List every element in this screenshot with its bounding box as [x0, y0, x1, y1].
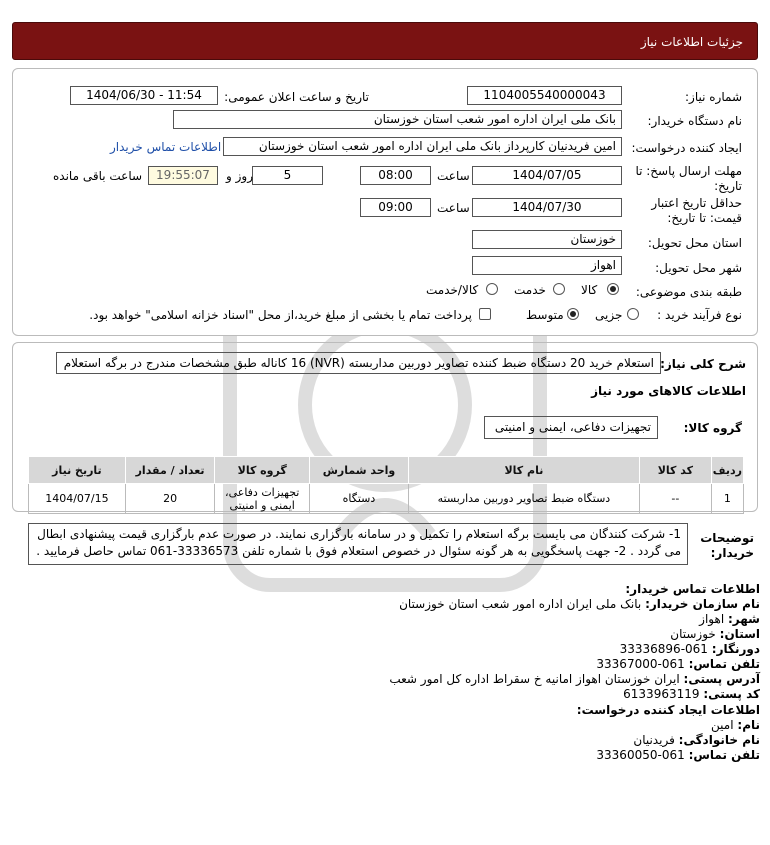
category-goods-label: کالا — [581, 283, 598, 297]
province-field: خوزستان — [472, 230, 622, 249]
creator-label: ایجاد کننده درخواست: — [631, 141, 742, 155]
buyer-org-field: بانک ملی ایران اداره امور شعب استان خوزستان — [173, 110, 622, 129]
purchase-minor-radio[interactable] — [627, 308, 639, 320]
validity-time-field: 09:00 — [360, 198, 431, 217]
buyer-contact-phone: تلفن تماس: 061-33367000 — [596, 657, 760, 671]
province-label: استان محل تحویل: — [647, 236, 742, 250]
category-goods-service-radio[interactable] — [486, 283, 498, 295]
cell-group: تجهیزات دفاعی، ایمنی و امنیتی — [215, 484, 310, 514]
buyer-contact-link[interactable]: اطلاعات تماس خریدار — [110, 140, 222, 154]
goods-group-label: گروه کالا: — [683, 421, 742, 435]
col-date: تاریخ نیاز — [29, 457, 126, 484]
goods-section-title: اطلاعات کالاهای مورد نیاز — [591, 384, 746, 398]
buyer-contact-title: اطلاعات تماس خریدار: — [625, 582, 760, 596]
deadline-time-field: 08:00 — [360, 166, 431, 185]
purchase-medium-radio[interactable] — [567, 308, 579, 320]
purchase-minor-label: جزیی — [595, 308, 623, 322]
city-field: اهواز — [472, 256, 622, 275]
remaining-time-field: 19:55:07 — [148, 166, 218, 185]
col-unit: واحد شمارش — [310, 457, 409, 484]
creator-contact-phone: تلفن تماس: 061-33360050 — [596, 748, 760, 762]
buyer-contact-postal: کد پستی: 6133963119 — [623, 687, 760, 701]
buyer-contact-province: استان: خوزستان — [670, 627, 760, 641]
days-label: روز و — [226, 169, 253, 183]
deadline-label: مهلت ارسال پاسخ: تا — [635, 164, 742, 178]
table-row — [29, 484, 744, 514]
goods-group-field: تجهیزات دفاعی، ایمنی و امنیتی — [484, 416, 658, 439]
cell-qty: 20 — [125, 484, 215, 514]
deadline-time-label: ساعت — [437, 169, 470, 183]
description-label: شرح کلی نیاز: — [660, 357, 746, 371]
col-qty: تعداد / مقدار — [125, 457, 215, 484]
deadline-date-field: 1404/07/05 — [472, 166, 622, 185]
buyer-org-label: نام دستگاه خریدار: — [647, 114, 742, 128]
buyer-contact-city: شهر: اهواز — [699, 612, 760, 626]
col-group: گروه کالا — [215, 457, 310, 484]
creator-contact-name: نام: امین — [711, 718, 760, 732]
notes-label-2: خریدار: — [710, 546, 754, 560]
page-header — [12, 22, 758, 60]
purchase-type-label: نوع فرآیند خرید : — [657, 308, 742, 322]
buyer-contact-org: نام سازمان خریدار: بانک ملی ایران اداره امور شعب استان خوزستان — [399, 597, 760, 611]
announce-date-field: 1404/06/30 - 11:54 — [70, 86, 218, 105]
cell-unit: دستگاه — [310, 484, 409, 514]
col-code: کد کالا — [639, 457, 711, 484]
cell-name: دستگاه ضبط تصاویر دوربین مداربسته — [408, 484, 639, 514]
announce-date-label: تاریخ و ساعت اعلان عمومی: — [224, 90, 369, 104]
creator-contact-title: اطلاعات ایجاد کننده درخواست: — [576, 703, 760, 717]
description-field: استعلام خرید 20 دستگاه ضبط کننده تصاویر دوربین مداربسته (NVR) 16 کاناله طبق مشخصات مندرج در برگه استعلام — [56, 352, 661, 374]
cell-code: -- — [639, 484, 711, 514]
remaining-time-label: ساعت باقی مانده — [53, 169, 143, 183]
validity-date-field: 1404/07/30 — [472, 198, 622, 217]
category-service-label: خدمت — [514, 283, 546, 297]
creator-field: امین فریدنیان کارپرداز بانک ملی ایران اداره امور شعب استان خوزستان — [223, 137, 622, 156]
validity-time-label: ساعت — [437, 201, 470, 215]
need-number-label: شماره نیاز: — [685, 90, 742, 104]
treasury-payment-checkbox[interactable] — [479, 308, 491, 320]
category-service-radio[interactable] — [553, 283, 565, 295]
deadline-label-2: تاریخ: — [714, 179, 742, 193]
category-goods-service-label: کالا/خدمت — [426, 283, 479, 297]
validity-label: حداقل تاریخ اعتبار — [651, 196, 742, 210]
need-number-field: 1104005540000043 — [467, 86, 622, 105]
city-label: شهر محل تحویل: — [655, 261, 742, 275]
creator-contact-family: نام خانوادگی: فریدنیان — [633, 733, 760, 747]
col-name: نام کالا — [408, 457, 639, 484]
page-title: جزئیات اطلاعات نیاز — [640, 35, 743, 49]
notes-label: توضیحات — [700, 531, 754, 545]
notes-field: 1- شرکت کنندگان می بایست برگه استعلام را تکمیل و در سامانه بارگزاری نمایند. در صورت عدم بارگزاری قیمت پیشنهادی ابطال می گردد . 2- جهت پاسخگویی به هر گونه سئوال در خصوص استعلام فوق با شماره تلفن 33336573-061 تماس حاصل فرمایید . — [28, 523, 688, 565]
buyer-contact-fax: دورنگار: 061-33336896 — [619, 642, 760, 656]
col-row: ردیف — [711, 457, 743, 484]
validity-label-2: قیمت: تا تاریخ: — [667, 211, 742, 225]
goods-table — [28, 456, 744, 514]
cell-date: 1404/07/15 — [29, 484, 126, 514]
days-field: 5 — [252, 166, 323, 185]
category-goods-radio[interactable] — [607, 283, 619, 295]
category-label: طبقه بندی موضوعی: — [635, 285, 742, 299]
treasury-payment-note: پرداخت تمام یا بخشی از مبلغ خرید،از محل "اسناد خزانه اسلامی" خواهد بود. — [89, 308, 472, 322]
cell-row: 1 — [711, 484, 743, 514]
goods-table-header — [29, 457, 744, 484]
buyer-contact-address: آدرس پستی: ایران خوزستان اهواز امانیه خ سقراط اداره کل امور شعب — [389, 672, 760, 686]
purchase-medium-label: متوسط — [526, 308, 564, 322]
